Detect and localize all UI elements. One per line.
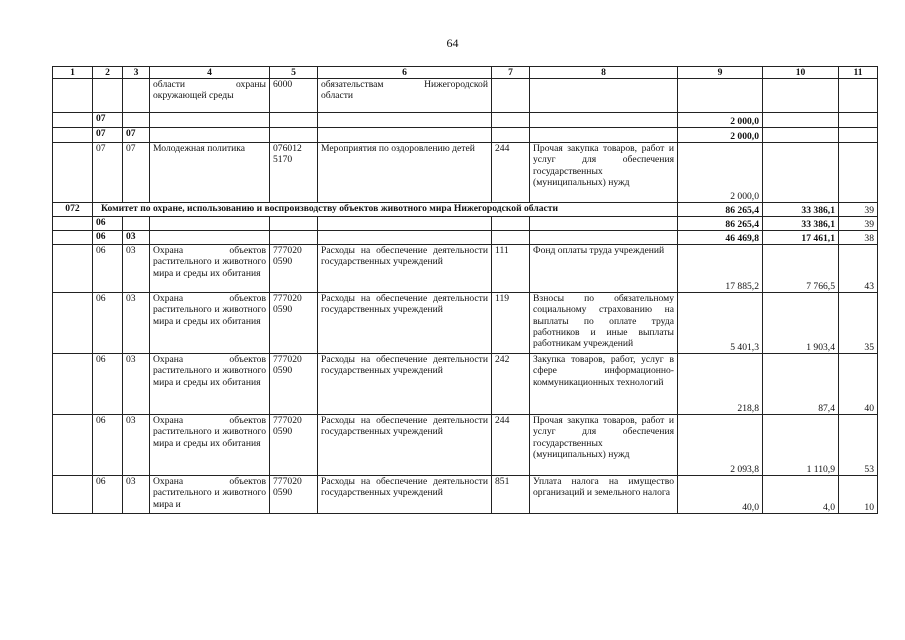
cell-executed: 1 110,9 <box>763 415 839 476</box>
cell-expense-name: Расходы на обеспечение деятельности государственных учреждений <box>318 293 492 354</box>
cell-expense-type: 111 <box>492 245 530 293</box>
cell-executed: 33 386,1 <box>763 217 839 231</box>
cell-target-code: 777020 0590 <box>270 476 318 514</box>
cell-section: 07 <box>93 128 123 143</box>
cell-subsection: 07 <box>123 128 150 143</box>
cell-plan: 5 401,3 <box>678 293 763 354</box>
cell-expense-name: Расходы на обеспечение деятельности государственных учреждений <box>318 354 492 415</box>
cell-section-name: Молодежная политика <box>150 143 270 203</box>
cell-percent: 40 <box>839 354 878 415</box>
cell-percent: 39 <box>839 203 878 217</box>
cell-target-code: 6000 <box>270 79 318 113</box>
cell-agency-code: 072 <box>53 203 93 217</box>
cell-expense-type-name: Закупка товаров, работ, услуг в сфере информационно-коммуникационных технологий <box>530 354 678 415</box>
cell-target-code: 777020 0590 <box>270 245 318 293</box>
table-row <box>53 231 878 245</box>
cell-section: 06 <box>93 415 123 476</box>
cell-percent: 53 <box>839 415 878 476</box>
cell-percent: 39 <box>839 217 878 231</box>
table-row <box>53 245 878 293</box>
cell-expense-name: Мероприятия по оздоровлению детей <box>318 143 492 203</box>
table-row <box>53 113 878 128</box>
cell-expense-type-name: Фонд оплаты труда учреждений <box>530 245 678 293</box>
cell-section-name: Охрана объектов растительного и животного мира и среды их обитания <box>150 293 270 354</box>
cell-plan: 2 000,0 <box>678 128 763 143</box>
table-row <box>53 354 878 415</box>
cell-subsection: 03 <box>123 415 150 476</box>
table-row <box>53 415 878 476</box>
cell-expense-type-name: Прочая закупка товаров, работ и услуг для обеспечения государственных (муниципальных) нужд <box>530 415 678 476</box>
cell-executed: 87,4 <box>763 354 839 415</box>
cell-percent: 10 <box>839 476 878 514</box>
cell-expense-name: Расходы на обеспечение деятельности государственных учреждений <box>318 476 492 514</box>
cell-subsection: 03 <box>123 354 150 415</box>
cell-plan: 2 000,0 <box>678 113 763 128</box>
cell-section-name: Охрана объектов растительного и животного мира и <box>150 476 270 514</box>
col-header: 11 <box>839 67 878 79</box>
cell-plan: 40,0 <box>678 476 763 514</box>
cell-section-name: Охрана объектов растительного и животного мира и среды их обитания <box>150 415 270 476</box>
cell-expense-type: 244 <box>492 415 530 476</box>
cell-plan: 17 885,2 <box>678 245 763 293</box>
cell-target-code: 777020 0590 <box>270 354 318 415</box>
col-header: 1 <box>53 67 93 79</box>
cell-section-name: области охраны окружающей среды <box>150 79 270 113</box>
cell-target-code: 076012 5170 <box>270 143 318 203</box>
cell-plan: 2 000,0 <box>678 143 763 203</box>
col-header: 7 <box>492 67 530 79</box>
cell-plan: 86 265,4 <box>678 217 763 231</box>
cell-expense-type: 242 <box>492 354 530 415</box>
cell-expense-type-name: Уплата налога на имущество организаций и земельного налога <box>530 476 678 514</box>
cell-executed: 4,0 <box>763 476 839 514</box>
col-header: 2 <box>93 67 123 79</box>
cell-section: 06 <box>93 354 123 415</box>
cell-section-name: Охрана объектов растительного и животного мира и среды их обитания <box>150 354 270 415</box>
cell-executed: 17 461,1 <box>763 231 839 245</box>
cell-percent: 38 <box>839 231 878 245</box>
cell-agency-name: Комитет по охране, использованию и воспроизводству объектов животного мира Нижегородской области <box>93 203 678 217</box>
column-header-row <box>53 67 878 79</box>
cell-expense-name: обязательствам Нижегородской области <box>318 79 492 113</box>
table-row <box>53 293 878 354</box>
table-row <box>53 128 878 143</box>
cell-subsection: 07 <box>123 143 150 203</box>
cell-subsection: 03 <box>123 293 150 354</box>
cell-expense-name: Расходы на обеспечение деятельности государственных учреждений <box>318 415 492 476</box>
cell-section: 07 <box>93 143 123 203</box>
cell-plan: 218,8 <box>678 354 763 415</box>
budget-table <box>52 66 878 514</box>
cell-plan: 46 469,8 <box>678 231 763 245</box>
table-row <box>53 79 878 113</box>
table-row <box>53 476 878 514</box>
cell-plan: 2 093,8 <box>678 415 763 476</box>
cell-target-code: 777020 0590 <box>270 293 318 354</box>
col-header: 9 <box>678 67 763 79</box>
cell-target-code: 777020 0590 <box>270 415 318 476</box>
table-row <box>53 217 878 231</box>
cell-percent: 35 <box>839 293 878 354</box>
cell-expense-type-name: Взносы по обязательному социальному страхованию на выплаты по оплате труда работников и иные выплаты работникам учреждений <box>530 293 678 354</box>
col-header: 3 <box>123 67 150 79</box>
page-number: 64 <box>446 36 459 50</box>
cell-section-name: Охрана объектов растительного и животного мира и среды их обитания <box>150 245 270 293</box>
cell-section: 06 <box>93 476 123 514</box>
cell-percent: 43 <box>839 245 878 293</box>
cell-section: 06 <box>93 245 123 293</box>
cell-expense-type-name: Прочая закупка товаров, работ и услуг для обеспечения государственных (муниципальных) нужд <box>530 143 678 203</box>
cell-expense-type: 244 <box>492 143 530 203</box>
cell-executed: 33 386,1 <box>763 203 839 217</box>
col-header: 6 <box>318 67 492 79</box>
col-header: 10 <box>763 67 839 79</box>
table-row <box>53 143 878 203</box>
cell-section: 06 <box>93 293 123 354</box>
cell-executed: 7 766,5 <box>763 245 839 293</box>
table-row-committee <box>53 203 878 217</box>
cell-executed: 1 903,4 <box>763 293 839 354</box>
cell-subsection: 03 <box>123 476 150 514</box>
cell-section: 07 <box>93 113 123 128</box>
col-header: 8 <box>530 67 678 79</box>
cell-expense-type: 851 <box>492 476 530 514</box>
cell-section: 06 <box>93 217 123 231</box>
cell-plan: 86 265,4 <box>678 203 763 217</box>
cell-subsection: 03 <box>123 231 150 245</box>
col-header: 4 <box>150 67 270 79</box>
cell-expense-name: Расходы на обеспечение деятельности государственных учреждений <box>318 245 492 293</box>
cell-subsection: 03 <box>123 245 150 293</box>
col-header: 5 <box>270 67 318 79</box>
cell-expense-type: 119 <box>492 293 530 354</box>
cell-section: 06 <box>93 231 123 245</box>
